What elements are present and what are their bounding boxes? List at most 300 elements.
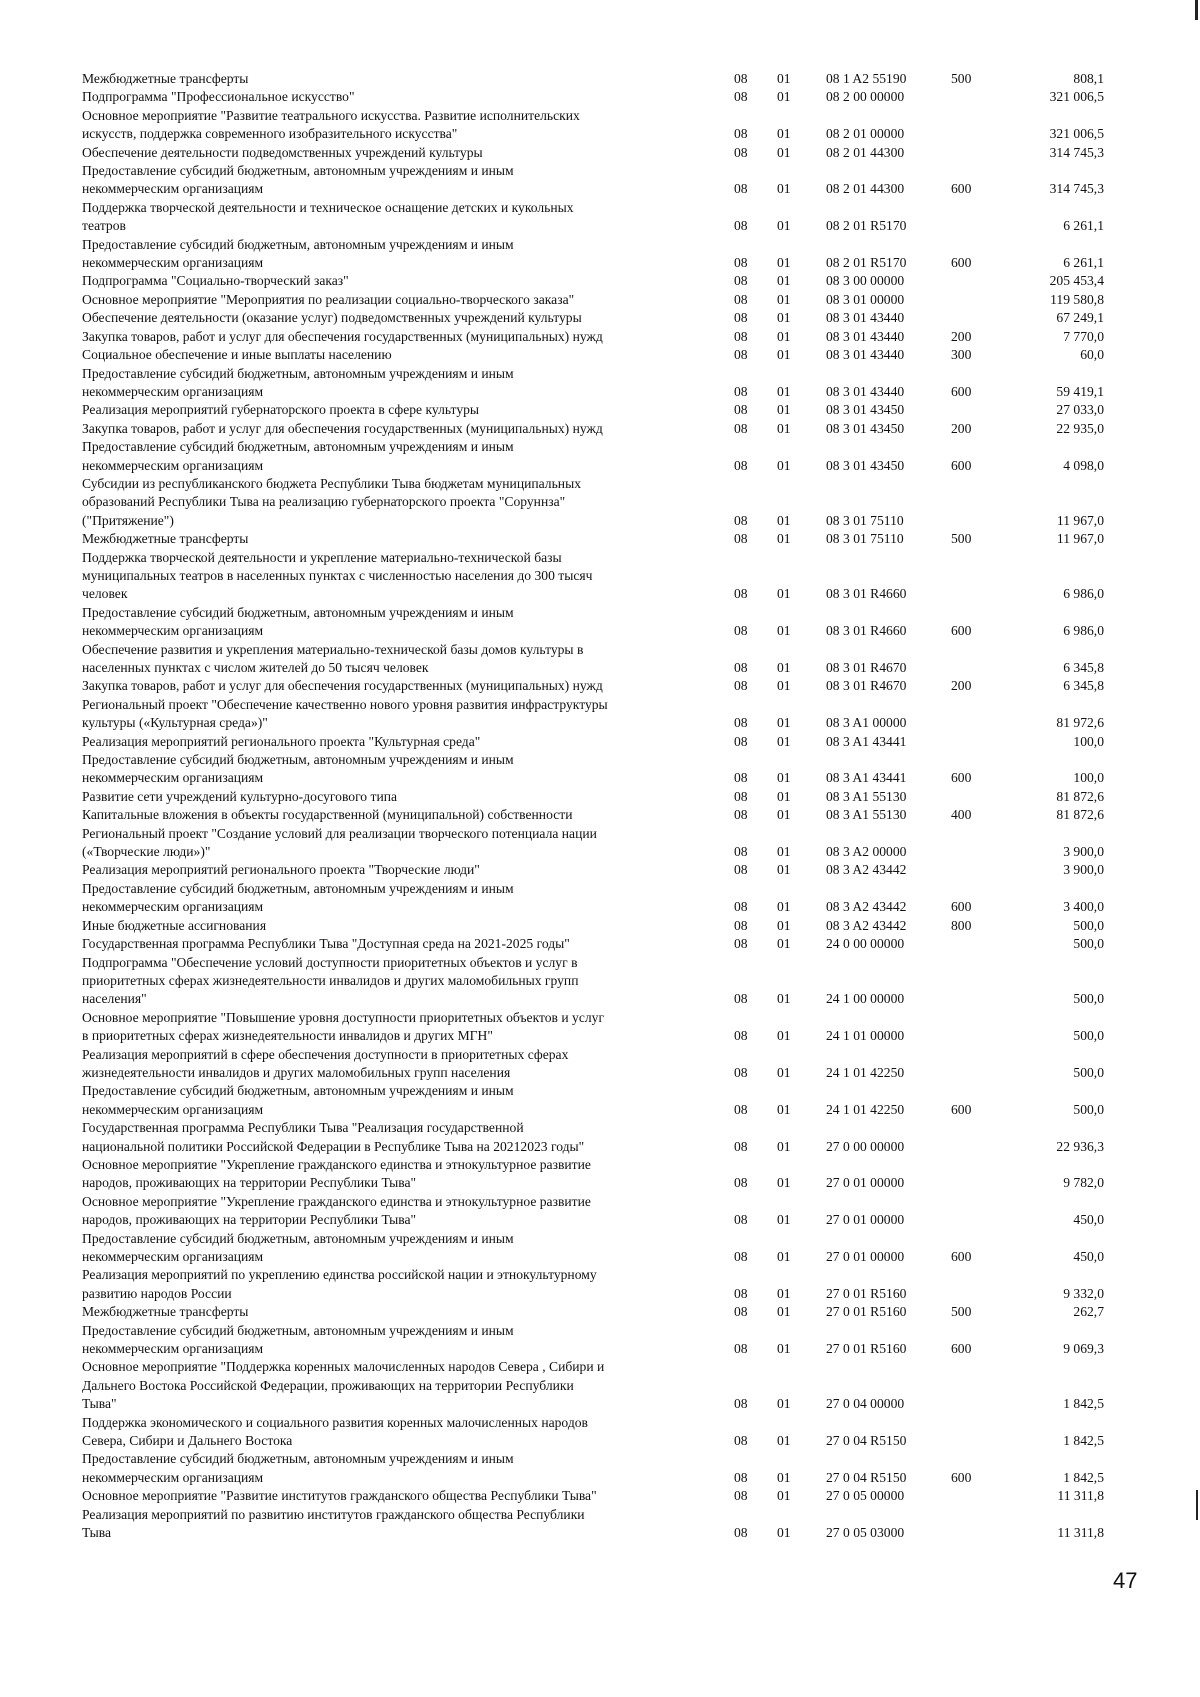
row-amount: 81 872,6 (1056, 788, 1104, 804)
table-row (0, 696, 1200, 733)
row-section: 08 (734, 1469, 748, 1485)
row-section: 08 (734, 1249, 748, 1264)
row-subsection: 01 (777, 807, 791, 823)
row-target-code: 24 0 00 00000 (826, 936, 905, 952)
row-subsection: 01 (777, 531, 791, 547)
row-subsection: 01 (777, 1525, 791, 1541)
table-row (0, 880, 1200, 917)
row-name: Закупка товаров, работ и услуг для обеспечения государственных (муниципальных) нужд (82, 328, 603, 344)
table-row (0, 70, 1200, 88)
row-subsection: 01 (777, 586, 791, 602)
row-expense-type: 400 (951, 807, 972, 823)
table-row (0, 917, 1200, 935)
row-name: Реализация мероприятий по укреплению единства российской нации и этнокультурному развитию народов России (82, 1267, 597, 1301)
row-subsection: 01 (777, 347, 791, 363)
row-name: Основное мероприятие "Развитие театрального искусства. Развитие исполнительских искусств, поддержка современного изобразительного искусства" (82, 107, 580, 142)
row-amount: 808,1 (1073, 71, 1104, 86)
row-name: Предоставление субсидий бюджетным, автономным учреждениям и иным некоммерческим организациям (82, 752, 514, 786)
row-amount: 67 249,1 (1056, 310, 1104, 326)
table-row (0, 1322, 1200, 1359)
row-target-code: 08 3 01 75110 (826, 512, 904, 528)
row-amount: 450,0 (1073, 1249, 1104, 1264)
row-target-code: 08 2 01 R5170 (826, 218, 907, 234)
row-section: 08 (734, 1341, 748, 1357)
row-expense-type: 200 (951, 328, 972, 344)
row-name: Предоставление субсидий бюджетным, автономным учреждениям и иным некоммерческим организациям (82, 880, 514, 915)
row-subsection: 01 (777, 218, 791, 234)
row-amount: 6 261,1 (1063, 218, 1104, 234)
row-target-code: 08 2 01 44300 (826, 144, 905, 160)
row-subsection: 01 (777, 715, 791, 731)
row-name: Иные бюджетные ассигнования (82, 917, 267, 933)
table-row (0, 328, 1200, 346)
row-target-code: 24 1 01 42250 (826, 1101, 905, 1117)
row-subsection: 01 (777, 623, 791, 639)
row-name: Предоставление субсидий бюджетным, автономным учреждениям и иным некоммерческим организациям (82, 439, 514, 473)
row-section: 08 (734, 586, 748, 602)
row-target-code: 08 3 01 R4660 (826, 623, 907, 639)
row-name: Предоставление субсидий бюджетным, автономным учреждениям и иным некоммерческим организациям (82, 1083, 514, 1117)
row-expense-type: 200 (951, 420, 972, 436)
row-expense-type: 600 (951, 1101, 972, 1117)
row-amount: 100,0 (1073, 733, 1104, 749)
row-name: Государственная программа Республики Тыва "Реализация государственной национальной политики Российской Федерации в Республике Тыва на 20212023 годы" (82, 1120, 585, 1154)
row-target-code: 08 3 A1 43441 (826, 770, 907, 786)
row-target-code: 08 3 01 R4670 (826, 660, 907, 675)
row-subsection: 01 (777, 328, 791, 344)
row-subsection: 01 (777, 255, 791, 271)
row-subsection: 01 (777, 1064, 791, 1080)
row-amount: 9 782,0 (1063, 1175, 1104, 1191)
row-subsection: 01 (777, 1175, 791, 1191)
row-target-code: 27 0 05 03000 (826, 1525, 905, 1541)
row-name: Основное мероприятие "Укрепление гражданского единства и этнокультурное развитие народов, проживающих на территории Республики Тыва" (82, 1156, 591, 1191)
row-expense-type: 600 (951, 770, 972, 786)
row-name: Подпрограмма "Социально-творческий заказ" (82, 273, 349, 289)
row-section: 08 (734, 1433, 748, 1449)
row-section: 08 (734, 862, 748, 878)
row-section: 08 (734, 1138, 748, 1154)
row-name: Реализация мероприятий в сфере обеспечения доступности в приоритетных сферах жизнедеятельности инвалидов и других маломобильных групп населения (82, 1046, 569, 1080)
row-name: Социальное обеспечение и иные выплаты населению (82, 347, 392, 363)
row-amount: 100,0 (1073, 770, 1104, 786)
row-amount: 11 967,0 (1056, 512, 1104, 528)
row-target-code: 27 0 04 00000 (826, 1396, 905, 1412)
row-target-code: 08 3 A1 55130 (826, 807, 907, 823)
row-subsection: 01 (777, 899, 791, 915)
row-amount: 11 311,8 (1057, 1488, 1104, 1504)
row-section: 08 (734, 770, 748, 786)
row-target-code: 27 0 01 R5160 (826, 1285, 907, 1301)
row-amount: 1 842,5 (1063, 1396, 1104, 1412)
row-subsection: 01 (777, 770, 791, 786)
row-amount: 321 006,5 (1049, 89, 1104, 105)
row-name: Реализация мероприятий регионального проекта "Творческие люди" (82, 862, 480, 878)
row-section: 08 (734, 273, 748, 289)
table-row (0, 825, 1200, 862)
row-section: 08 (734, 1212, 748, 1228)
table-row (0, 1414, 1200, 1451)
row-subsection: 01 (777, 420, 791, 436)
row-amount: 262,7 (1073, 1304, 1104, 1320)
row-subsection: 01 (777, 89, 791, 105)
row-expense-type: 300 (951, 347, 972, 363)
row-name: Основное мероприятие "Мероприятия по реализации социально-творческого заказа" (82, 291, 575, 307)
row-expense-type: 600 (951, 255, 972, 271)
table-row (0, 1266, 1200, 1303)
row-target-code: 08 1 A2 55190 (826, 71, 907, 86)
row-subsection: 01 (777, 844, 791, 860)
row-subsection: 01 (777, 917, 791, 933)
table-row (0, 733, 1200, 751)
row-target-code: 27 0 01 00000 (826, 1249, 905, 1264)
row-amount: 6 986,0 (1063, 623, 1104, 639)
table-row (0, 954, 1200, 1009)
row-name: Региональный проект "Создание условий для реализации творческого потенциала нации («Творческие люди»)" (82, 825, 597, 860)
row-expense-type: 600 (951, 383, 972, 399)
row-subsection: 01 (777, 733, 791, 749)
row-expense-type: 500 (951, 71, 972, 86)
row-section: 08 (734, 181, 748, 197)
table-row (0, 1358, 1200, 1413)
row-subsection: 01 (777, 71, 791, 86)
row-target-code: 08 2 01 44300 (826, 181, 905, 197)
row-name: Предоставление субсидий бюджетным, автономным учреждениям и иным некоммерческим организациям (82, 604, 514, 639)
row-section: 08 (734, 347, 748, 363)
row-subsection: 01 (777, 383, 791, 399)
row-section: 08 (734, 383, 748, 399)
row-target-code: 08 3 01 43440 (826, 310, 905, 326)
row-section: 08 (734, 328, 748, 344)
row-section: 08 (734, 531, 748, 547)
row-subsection: 01 (777, 1101, 791, 1117)
row-name: Основное мероприятие "Повышение уровня доступности приоритетных объектов и услуг в приоритетных сферах жизнедеятельности инвалидов и других МГН" (82, 1009, 605, 1044)
row-amount: 81 972,6 (1056, 715, 1104, 731)
row-amount: 22 935,0 (1056, 420, 1104, 436)
table-row (0, 788, 1200, 806)
row-subsection: 01 (777, 1138, 791, 1154)
table-row (0, 751, 1200, 788)
row-amount: 6 261,1 (1063, 255, 1104, 271)
table-row (0, 549, 1200, 604)
row-amount: 500,0 (1073, 1064, 1104, 1080)
table-row (0, 144, 1200, 162)
row-subsection: 01 (777, 678, 791, 694)
row-target-code: 08 3 A2 43442 (826, 899, 907, 915)
row-target-code: 08 3 01 R4660 (826, 586, 907, 602)
row-target-code: 08 2 01 00000 (826, 126, 905, 142)
row-subsection: 01 (777, 291, 791, 307)
row-amount: 59 419,1 (1056, 383, 1104, 399)
table-row (0, 272, 1200, 290)
row-target-code: 27 0 05 00000 (826, 1488, 905, 1504)
table-row (0, 1303, 1200, 1321)
table-row (0, 677, 1200, 695)
row-name: Поддержка экономического и социального развития коренных малочисленных народов Севера, Сибири и Дальнего Востока (82, 1414, 588, 1449)
table-row (0, 1487, 1200, 1505)
row-subsection: 01 (777, 660, 791, 675)
row-subsection: 01 (777, 1433, 791, 1449)
row-section: 08 (734, 1101, 748, 1117)
row-target-code: 27 0 01 R5160 (826, 1341, 907, 1357)
row-subsection: 01 (777, 1469, 791, 1485)
row-name: Субсидии из республиканского бюджета Республики Тыва бюджетам муниципальных образований Республики Тыва на реализацию губернаторского проекта "Соруннза" ("Притяжение") (82, 475, 581, 528)
row-target-code: 08 2 01 R5170 (826, 255, 907, 271)
row-target-code: 08 3 A2 43442 (826, 917, 907, 933)
row-subsection: 01 (777, 1212, 791, 1228)
row-name: Предоставление субсидий бюджетным, автономным учреждениям и иным некоммерческим организациям (82, 163, 514, 197)
row-amount: 6 345,8 (1063, 678, 1104, 694)
row-target-code: 27 0 01 00000 (826, 1175, 905, 1191)
row-target-code: 27 0 04 R5150 (826, 1433, 907, 1449)
row-subsection: 01 (777, 512, 791, 528)
row-amount: 9 069,3 (1063, 1341, 1104, 1357)
table-row (0, 530, 1200, 548)
row-amount: 9 332,0 (1063, 1285, 1104, 1301)
table-row (0, 420, 1200, 438)
row-amount: 7 770,0 (1063, 328, 1104, 344)
row-expense-type: 600 (951, 1341, 972, 1357)
row-amount: 3 400,0 (1063, 899, 1104, 915)
row-name: Основное мероприятие "Укрепление гражданского единства и этнокультурное развитие народов, проживающих на территории Республики Тыва" (82, 1193, 591, 1228)
table-row (0, 641, 1200, 678)
table-row (0, 236, 1200, 273)
table-row (0, 1193, 1200, 1230)
row-name: Реализация мероприятий по развитию институтов гражданского общества Республики Тыва (82, 1506, 585, 1541)
row-section: 08 (734, 660, 748, 675)
row-name: Основное мероприятие "Развитие институтов гражданского общества Республики Тыва" (82, 1488, 597, 1504)
row-name: Предоставление субсидий бюджетным, автономным учреждениям и иным некоммерческим организациям (82, 365, 514, 399)
row-section: 08 (734, 991, 748, 1007)
row-subsection: 01 (777, 126, 791, 142)
row-name: Основное мероприятие "Поддержка коренных малочисленных народов Севера , Сибири и Дальнего Востока Российской Федерации, проживающих на территории Республики Тыва" (82, 1359, 605, 1412)
row-name: Предоставление субсидий бюджетным, автономным учреждениям и иным некоммерческим организациям (82, 1451, 514, 1485)
row-target-code: 08 3 A1 43441 (826, 733, 907, 749)
row-expense-type: 600 (951, 1249, 972, 1264)
table-row (0, 935, 1200, 953)
row-expense-type: 800 (951, 917, 972, 933)
row-name: Капитальные вложения в объекты государственной (муниципальной) собственности (82, 807, 573, 823)
row-target-code: 27 0 00 00000 (826, 1138, 905, 1154)
row-section: 08 (734, 1064, 748, 1080)
row-name: Межбюджетные трансферты (82, 1304, 249, 1320)
table-row (0, 365, 1200, 402)
row-name: Региональный проект "Обеспечение качественно нового уровня развития инфраструктуры культуры («Культурная среда»)" (82, 696, 608, 731)
row-amount: 450,0 (1073, 1212, 1104, 1228)
table-row (0, 806, 1200, 824)
row-target-code: 08 3 A2 43442 (826, 862, 907, 878)
row-name: Подпрограмма "Обеспечение условий доступности приоритетных объектов и услуг в приоритетных сферах жизнедеятельности инвалидов и других маломобильных групп населения" (82, 954, 579, 1007)
row-name: Обеспечение развития и укрепления материально-технической базы домов культуры в населенных пунктах с числом жителей до 50 тысяч человек (82, 641, 584, 675)
row-expense-type: 600 (951, 899, 972, 915)
table-row (0, 1009, 1200, 1046)
table-row (0, 1156, 1200, 1193)
row-section: 08 (734, 899, 748, 915)
row-expense-type: 500 (951, 1304, 972, 1320)
table-row (0, 309, 1200, 327)
row-amount: 11 311,8 (1057, 1525, 1104, 1541)
row-subsection: 01 (777, 181, 791, 197)
row-expense-type: 600 (951, 457, 972, 473)
row-name: Поддержка творческой деятельности и укрепление материально-технической базы муниципальных театров в населенных пунктах с численностью населения до 300 тысяч человек (82, 549, 593, 602)
table-row (0, 401, 1200, 419)
row-target-code: 08 2 00 00000 (826, 89, 905, 105)
row-amount: 81 872,6 (1056, 807, 1104, 823)
row-section: 08 (734, 1175, 748, 1191)
row-target-code: 08 3 A1 55130 (826, 788, 907, 804)
row-amount: 500,0 (1073, 1028, 1104, 1044)
row-amount: 321 006,5 (1049, 126, 1104, 142)
row-section: 08 (734, 715, 748, 731)
row-amount: 1 842,5 (1063, 1433, 1104, 1449)
row-target-code: 08 3 01 43440 (826, 328, 905, 344)
table-row (0, 291, 1200, 309)
row-section: 08 (734, 1285, 748, 1301)
row-target-code: 24 1 01 42250 (826, 1064, 905, 1080)
row-section: 08 (734, 310, 748, 326)
table-row (0, 88, 1200, 106)
row-target-code: 08 3 01 43450 (826, 420, 905, 436)
page-number: 47 (1113, 1568, 1138, 1593)
row-subsection: 01 (777, 862, 791, 878)
row-target-code: 27 0 01 00000 (826, 1212, 905, 1228)
row-subsection: 01 (777, 936, 791, 952)
row-target-code: 08 3 01 00000 (826, 291, 905, 307)
row-name: Реализация мероприятий регионального проекта "Культурная среда" (82, 733, 481, 749)
row-name: Поддержка творческой деятельности и техническое оснащение детских и кукольных театров (82, 199, 574, 234)
row-subsection: 01 (777, 1249, 791, 1264)
table-row (0, 107, 1200, 144)
table-row (0, 1046, 1200, 1083)
row-subsection: 01 (777, 310, 791, 326)
row-section: 08 (734, 807, 748, 823)
row-target-code: 08 3 A1 00000 (826, 715, 907, 731)
row-expense-type: 500 (951, 531, 972, 547)
row-section: 08 (734, 255, 748, 271)
row-section: 08 (734, 291, 748, 307)
row-section: 08 (734, 218, 748, 234)
row-amount: 3 900,0 (1063, 844, 1104, 860)
row-subsection: 01 (777, 788, 791, 804)
row-amount: 500,0 (1073, 917, 1104, 933)
row-subsection: 01 (777, 1285, 791, 1301)
table-row (0, 1119, 1200, 1156)
row-name: Предоставление субсидий бюджетным, автономным учреждениям и иным некоммерческим организациям (82, 1230, 514, 1264)
row-expense-type: 600 (951, 1469, 972, 1485)
row-section: 08 (734, 678, 748, 694)
row-target-code: 27 0 01 R5160 (826, 1304, 907, 1320)
row-subsection: 01 (777, 1028, 791, 1044)
row-section: 08 (734, 457, 748, 473)
budget-table (0, 70, 1200, 1543)
row-target-code: 08 3 A2 00000 (826, 844, 907, 860)
table-row (0, 1506, 1200, 1543)
row-name: Предоставление субсидий бюджетным, автономным учреждениям и иным некоммерческим организациям (82, 236, 514, 271)
row-amount: 11 967,0 (1056, 531, 1104, 547)
row-name: Развитие сети учреждений культурно-досугового типа (82, 788, 398, 804)
row-target-code: 08 3 01 43440 (826, 347, 905, 363)
row-subsection: 01 (777, 402, 791, 418)
row-expense-type: 600 (951, 623, 972, 639)
row-name: Закупка товаров, работ и услуг для обеспечения государственных (муниципальных) нужд (82, 678, 603, 694)
row-target-code: 08 3 01 43440 (826, 383, 905, 399)
table-row (0, 604, 1200, 641)
row-subsection: 01 (777, 273, 791, 289)
row-expense-type: 200 (951, 678, 972, 694)
row-section: 08 (734, 844, 748, 860)
row-amount: 22 936,3 (1056, 1138, 1104, 1154)
table-row (0, 162, 1200, 199)
row-name: Государственная программа Республики Тыва "Доступная среда на 2021-2025 годы" (82, 936, 570, 952)
row-amount: 6 345,8 (1063, 660, 1104, 675)
row-subsection: 01 (777, 144, 791, 160)
row-section: 08 (734, 144, 748, 160)
row-amount: 500,0 (1073, 936, 1104, 952)
row-name: Подпрограмма "Профессиональное искусство" (82, 89, 355, 105)
table-row (0, 861, 1200, 879)
row-section: 08 (734, 71, 748, 86)
row-subsection: 01 (777, 1341, 791, 1357)
row-subsection: 01 (777, 991, 791, 1007)
row-section: 08 (734, 917, 748, 933)
row-section: 08 (734, 788, 748, 804)
scan-edge-mark (1195, 0, 1198, 20)
row-target-code: 24 1 01 00000 (826, 1028, 905, 1044)
table-row (0, 1082, 1200, 1119)
row-name: Межбюджетные трансферты (82, 71, 249, 86)
row-amount: 314 745,3 (1049, 144, 1104, 160)
row-amount: 314 745,3 (1049, 181, 1104, 197)
row-subsection: 01 (777, 1304, 791, 1320)
row-section: 08 (734, 623, 748, 639)
row-name: Реализация мероприятий губернаторского проекта в сфере культуры (82, 402, 480, 418)
row-target-code: 08 3 01 43450 (826, 457, 905, 473)
row-section: 08 (734, 1488, 748, 1504)
row-amount: 500,0 (1073, 991, 1104, 1007)
table-row (0, 1230, 1200, 1267)
row-target-code: 08 3 00 00000 (826, 273, 905, 289)
row-section: 08 (734, 512, 748, 528)
row-target-code: 08 3 01 75110 (826, 531, 904, 547)
row-name: Обеспечение деятельности подведомственных учреждений культуры (82, 144, 483, 160)
row-target-code: 24 1 00 00000 (826, 991, 905, 1007)
row-amount: 119 580,8 (1050, 291, 1104, 307)
row-section: 08 (734, 936, 748, 952)
row-amount: 500,0 (1073, 1101, 1104, 1117)
row-subsection: 01 (777, 1396, 791, 1412)
row-section: 08 (734, 1525, 748, 1541)
row-section: 08 (734, 126, 748, 142)
row-amount: 1 842,5 (1063, 1469, 1104, 1485)
row-amount: 60,0 (1080, 347, 1104, 363)
row-amount: 3 900,0 (1063, 862, 1104, 878)
row-target-code: 08 3 01 43450 (826, 402, 905, 418)
row-name: Предоставление субсидий бюджетным, автономным учреждениям и иным некоммерческим организациям (82, 1322, 514, 1357)
row-section: 08 (734, 89, 748, 105)
row-section: 08 (734, 1396, 748, 1412)
row-subsection: 01 (777, 1488, 791, 1504)
table-row (0, 199, 1200, 236)
row-section: 08 (734, 1304, 748, 1320)
table-row (0, 1450, 1200, 1487)
row-amount: 6 986,0 (1063, 586, 1104, 602)
row-name: Закупка товаров, работ и услуг для обеспечения государственных (муниципальных) нужд (82, 420, 603, 436)
row-name: Межбюджетные трансферты (82, 531, 249, 547)
row-amount: 4 098,0 (1063, 457, 1104, 473)
row-subsection: 01 (777, 457, 791, 473)
row-name: Обеспечение деятельности (оказание услуг) подведомственных учреждений культуры (82, 310, 582, 326)
row-amount: 27 033,0 (1056, 402, 1104, 418)
